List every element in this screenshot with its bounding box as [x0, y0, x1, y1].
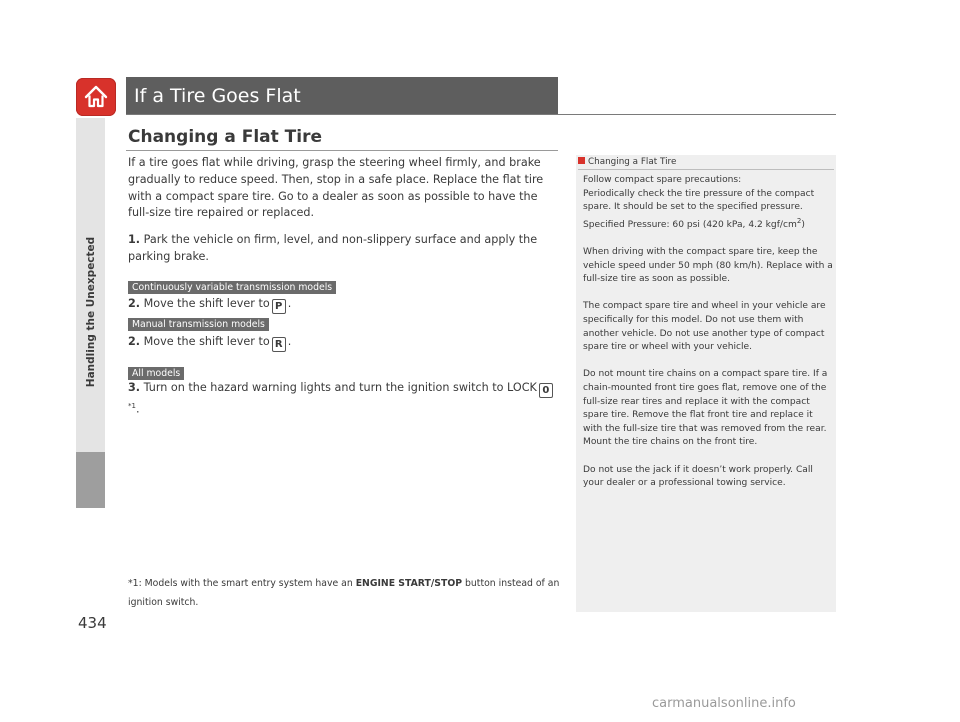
header-divider	[126, 114, 836, 115]
footnote: *1: Models with the smart entry system have an ENGINE START/STOP button instead of an ignition switch.	[128, 578, 560, 608]
chapter-title: If a Tire Goes Flat	[134, 85, 301, 107]
note-paragraph-3: The compact spare tire and wheel in your vehicle are specifically for this model. Do not use them with another vehicle. Do not use another type of compact spare tire or wheel with your vehicle.	[583, 301, 826, 353]
step-number: 2.	[128, 335, 141, 348]
footnote-ref[interactable]: *1	[128, 402, 136, 410]
step-text: Park the vehicle on firm, level, and non-slippery surface and apply the parking brake.	[128, 233, 538, 263]
model-tag-cvt: Continuously variable transmission models	[128, 281, 336, 294]
watermark: carmanualsonline.info	[652, 696, 796, 711]
model-tag-manual: Manual transmission models	[128, 318, 269, 331]
ignition-position-key: 0	[539, 383, 553, 398]
note-paragraph-4: Do not mount tire chains on a compact spare tire. If a chain-mounted front tire goes flat, remove one of the full-size rear tires and replace it with the compact spare tire. Remove the flat front tire and replace it with the full-size tire that was removed from the rear. Mount the tire chains on the front tire.	[583, 369, 828, 448]
chapter-title-bar	[126, 77, 558, 114]
intro-paragraph: If a tire goes flat while driving, grasp the steering wheel firmly, and brake gradually to reduce speed. Then, stop in a safe place. Replace the flat tire with a compact spare tire. Go to a dealer as soon as possible to have the full-size tire repaired or replaced.	[128, 156, 544, 220]
step-1	[128, 232, 560, 266]
model-tag-all: All models	[128, 367, 184, 380]
home-icon	[83, 84, 109, 110]
side-note-heading[interactable]: Changing a Flat Tire	[578, 157, 676, 167]
page-number: 434	[78, 614, 107, 632]
chapter-side-tab-marker[interactable]	[76, 452, 105, 508]
step-2-cvt: 2. Move the shift lever to P .	[128, 297, 292, 312]
note-marker-icon	[578, 157, 585, 164]
shift-position-key: P	[272, 299, 286, 314]
side-note-divider	[578, 169, 834, 170]
step-number: 1.	[128, 233, 141, 246]
side-note-text	[583, 174, 833, 504]
home-button[interactable]	[76, 78, 116, 116]
step-number: 3.	[128, 381, 141, 394]
note-paragraph-2: When driving with the compact spare tire, keep the vehicle speed under 50 mph (80 km/h). Replace with a full-size tire as soon as possible.	[583, 247, 833, 285]
step-text: Turn on the hazard warning lights and turn the ignition switch to LOCK	[143, 381, 537, 394]
section-title: Changing a Flat Tire	[128, 127, 323, 147]
section-divider	[126, 150, 558, 151]
step-2-manual: 2. Move the shift lever to R .	[128, 335, 292, 350]
step-3: 3. Turn on the hazard warning lights and turn the ignition switch to LOCK 0$^{*1}$.	[128, 380, 560, 419]
shift-position-key: R	[272, 337, 286, 352]
step-text: Move the shift lever to	[143, 297, 270, 310]
step-text: Move the shift lever to	[143, 335, 270, 348]
note-paragraph-1: Follow compact spare precautions: Periodically check the tire pressure of the compact spare. It should be set to the specified pressure. Specified Pressure: 60 psi (420 kPa, 4.2 kgf/$cm^2$)	[583, 175, 815, 230]
step-number: 2.	[128, 297, 141, 310]
note-paragraph-5: Do not use the jack if it doesn’t work properly. Call your dealer or a professional towing service.	[583, 464, 813, 489]
